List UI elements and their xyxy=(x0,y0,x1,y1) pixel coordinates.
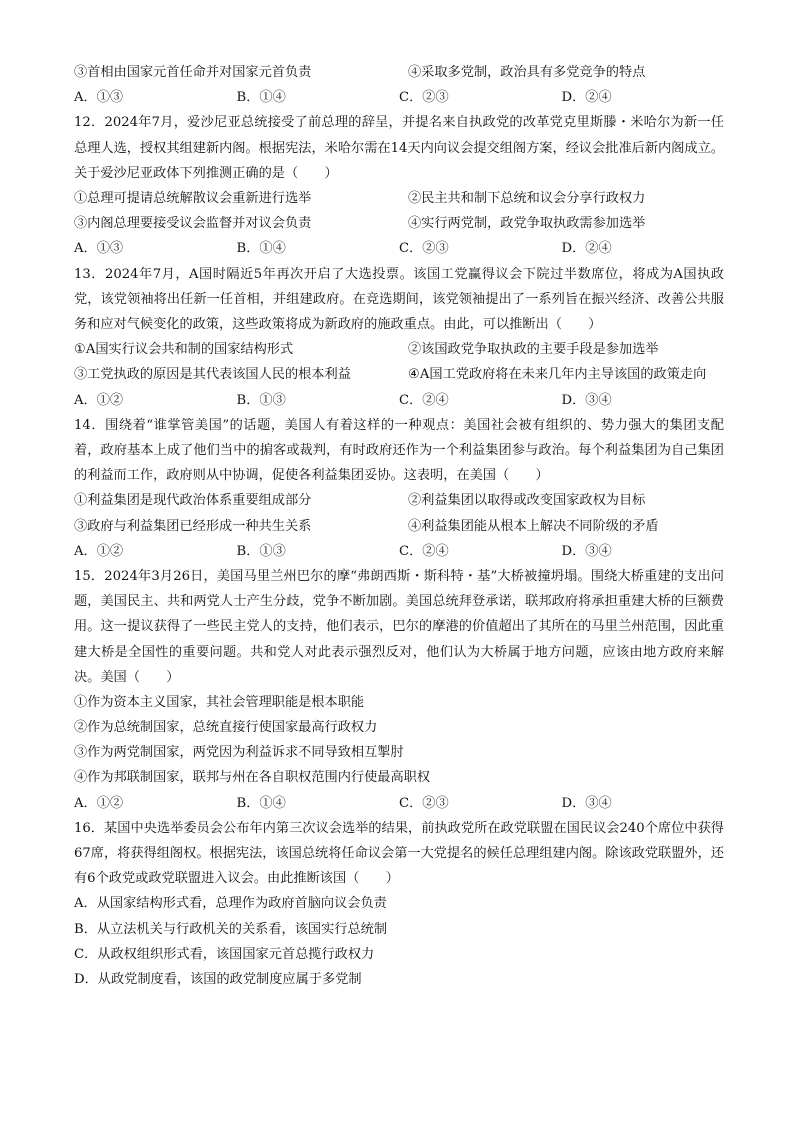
q12-answer-c: C．②③ xyxy=(399,241,449,257)
q13-answer-d: D．③④ xyxy=(561,392,612,408)
q11-answers xyxy=(74,85,724,110)
q11-option-4: ④采取多党制，政治具有多党竞争的特点 xyxy=(408,65,646,80)
q13-option-2: ②该国政党争取执政的主要手段是参加选举 xyxy=(408,342,659,358)
q15-answer-b: B．①④ xyxy=(236,795,286,811)
q12-options-row-2 xyxy=(74,211,724,236)
exam-page xyxy=(74,60,724,992)
q14-answer-d: D．③④ xyxy=(561,543,612,559)
q13-option-4: ④A国工党政府将在未来几年内主导该国的政策走向 xyxy=(408,367,707,383)
q11-option-3: ③首相由国家元首任命并对国家元首负责 xyxy=(74,65,312,80)
q12-options-row-1 xyxy=(74,186,724,211)
q14-answer-a: A．①② xyxy=(74,543,124,559)
q12-option-4: ④实行两党制，政党争取执政需参加选举 xyxy=(408,216,646,232)
q13-options-row-1 xyxy=(74,337,724,362)
q13-option-1: ①A国实行议会共和制的国家结构形式 xyxy=(74,342,294,358)
q14-answer-b: B．①③ xyxy=(236,543,286,559)
q14-option-2: ②利益集团以取得或改变国家政权为目标 xyxy=(408,493,646,509)
q12-answers xyxy=(74,236,724,261)
q15-option-1: ①作为资本主义国家，其社会管理职能是根本职能 xyxy=(74,694,365,710)
q16-stem: 16．某国中央选举委员会公布年内第三次议会选举的结果，前执政党所在政党联盟在国民议会240个席位中获得67席，将获得组阁权。根据宪法，该国总统将任命议会第一大党提名的候任总理组建内阁。除该政党联盟外，还有6个政党或政党联盟进入议会。由此推断该国（ ） xyxy=(74,820,724,887)
q12-stem: 12．2024年7月，爱沙尼亚总统接受了前总理的辞呈，并提名来自执政党的改革党克里斯滕・米哈尔为新一任总理人选，授权其组建新内阁。根据宪法，米哈尔需在14天内向议会提交组阁方案，经议会批准后新内阁成立。关于爱沙尼亚政体下列推测正确的是（ ） xyxy=(74,115,724,181)
q13-answer-a: A．①② xyxy=(74,392,124,408)
q14-answer-c: C．②④ xyxy=(399,543,449,559)
q15-answers xyxy=(74,791,724,816)
q13-option-3: ③工党执政的原因是其代表该国人民的根本利益 xyxy=(74,367,351,383)
q14-stem: 14．围绕着“谁掌管美国”的话题，美国人有着这样的一种观点：美国社会被有组织的、势力强大的集团支配着，政府基本上成了他们当中的掮客或裁判，有时政府还作为一个利益集团参与政治。每个利益集团为自己集团的利益而工作，政府则从中协调，促使各利益集团妥协。这表明，在美国（ ） xyxy=(74,417,724,484)
q15-answer-a: A．①② xyxy=(74,795,124,811)
q15-stem: 15．2024年3月26日，美国马里兰州巴尔的摩“弗朗西斯・斯科特・基”大桥被撞坍塌。围绕大桥重建的支出问题，美国民主、共和两党人士产生分歧，党争不断加剧。美国总统拜登承诺，联邦政府将承担重建大桥的巨额费用。这一提议获得了一些民主党人的支持，他们表示，巴尔的摩港的价值超出了其所在的马里兰州范围，因此重建大桥是全国性的重要问题。共和党人对此表示强烈反对，他们认为大桥属于地方问题，应该由地方政府来解决。美国（ ） xyxy=(74,568,724,685)
q12-answer-d: D．②④ xyxy=(561,241,612,257)
q14-answers xyxy=(74,539,724,564)
q12-option-1: ①总理可提请总统解散议会重新进行选举 xyxy=(74,190,312,206)
q12-option-2: ②民主共和制下总统和议会分享行政权力 xyxy=(408,190,646,206)
q15-answer-d: D．③④ xyxy=(561,795,612,811)
q13-options-row-2 xyxy=(74,362,724,387)
q11-options-row xyxy=(74,60,724,85)
q13-answer-c: C．②④ xyxy=(399,392,449,408)
q15-option-2: ②作为总统制国家，总统直接行使国家最高行政权力 xyxy=(74,720,378,736)
q14-options-row-1 xyxy=(74,488,724,513)
q12-answer-b: B．①④ xyxy=(236,241,286,257)
q11-answer-a: A．①③ xyxy=(74,90,124,106)
q15-option-4: ④作为邦联制国家，联邦与州在各自职权范围内行使最高职权 xyxy=(74,770,431,786)
q12-option-3: ③内阁总理要接受议会监督并对议会负责 xyxy=(74,216,312,232)
q16-option-b: B．从立法机关与行政机关的关系看，该国实行总统制 xyxy=(74,921,388,937)
q14-option-1: ①利益集团是现代政治体系重要组成部分 xyxy=(74,493,312,509)
q13-stem: 13．2024年7月，A国时隔近5年再次开启了大选投票。该国工党赢得议会下院过半数席位，将成为A国执政党，该党领袖将出任新一任首相，并组建政府。在竞选期间，该党领袖提出了一系列旨在振兴经济、改善公共服务和应对气候变化的政策，这些政策将成为新政府的施政重点。由此，可以推断出（ ） xyxy=(74,266,724,332)
q14-option-3: ③政府与利益集团已经形成一种共生关系 xyxy=(74,518,312,534)
q11-answer-c: C．②③ xyxy=(399,90,449,106)
q15-answer-c: C．②③ xyxy=(399,795,449,811)
q11-answer-d: D．②④ xyxy=(561,90,612,106)
q16-option-d: D．从政党制度看，该国的政党制度应属于多党制 xyxy=(74,972,362,988)
q15-option-3: ③作为两党制国家，两党因为利益诉求不同导致相互掣肘 xyxy=(74,745,404,761)
q12-answer-a: A．①③ xyxy=(74,241,124,257)
q13-answer-b: B．①③ xyxy=(236,392,286,408)
q14-options-row-2 xyxy=(74,514,724,539)
q13-answers xyxy=(74,388,724,413)
q14-option-4: ④利益集团能从根本上解决不同阶级的矛盾 xyxy=(408,518,659,534)
q11-answer-b: B．①④ xyxy=(236,90,286,106)
q16-option-c: C．从政权组织形式看，该国国家元首总揽行政权力 xyxy=(74,946,375,962)
q16-option-a: A．从国家结构形式看，总理作为政府首脑向议会负责 xyxy=(74,896,387,912)
